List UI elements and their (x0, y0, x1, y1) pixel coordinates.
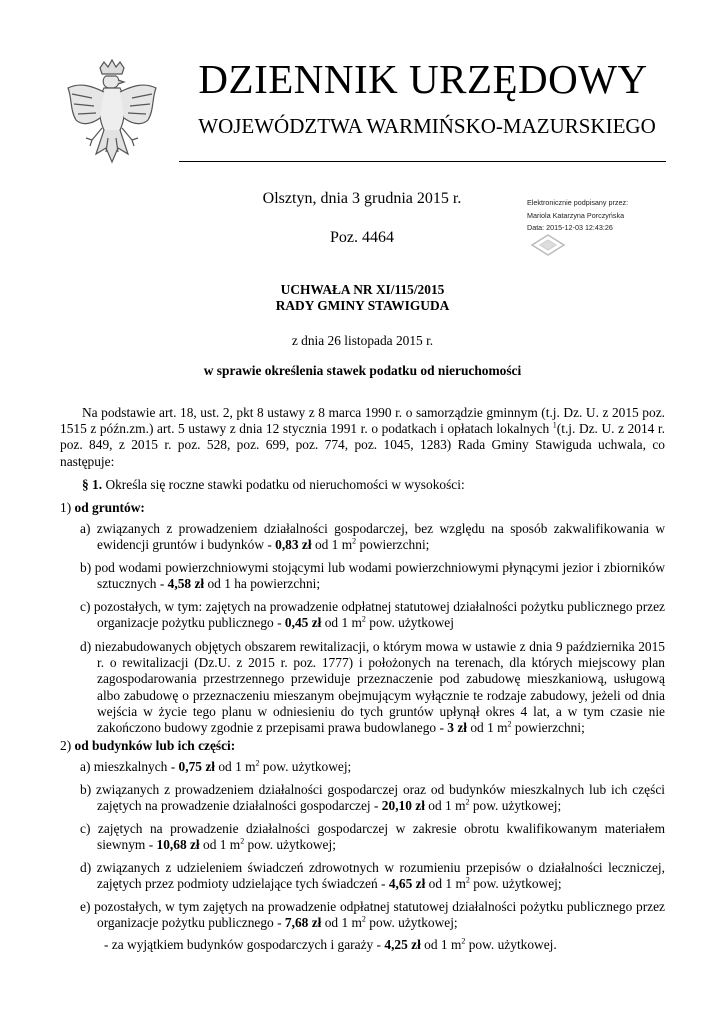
item-unit-exponent: 2 (240, 836, 245, 846)
item-rate: 0,83 zł (275, 537, 312, 553)
item-text: b) pod wodami powierzchniowymi stojącymi lub wodami powierzchniowymi płynącymi jezior i zbiorników sztucznych - (80, 560, 665, 592)
resolution-subject: w sprawie określenia stawek podatku od nieruchomości (203, 363, 522, 378)
item-rate: 3 zł (447, 720, 467, 736)
item-suffix: pow. użytkowej; (244, 837, 336, 853)
item-suffix: pow. użytkowej; (365, 915, 458, 931)
item-suffix: pow. użytkowej (365, 615, 454, 631)
resolution-number: UCHWAŁA NR XI/115/2015 (280, 282, 445, 297)
item-unit: od 1 m (467, 720, 508, 736)
item-unit: od 1 m (420, 937, 462, 952)
land-item-c (80, 599, 665, 631)
item-suffix: od 1 ha powierzchni; (204, 576, 321, 592)
part-1-heading (60, 500, 145, 516)
part-2-number: 2) (60, 738, 75, 753)
building-item-d (80, 860, 665, 892)
header-divider (179, 161, 666, 162)
item-text: c) pozostałych, w tym: zajętych na prowadzenie odpłatnej statutowej działalności pożytku publicznego przez organizacje pożytku publicznego - (80, 599, 665, 631)
item-text: a) mieszkalnych - (80, 759, 179, 774)
item-unit: od 1 m (214, 759, 256, 774)
item-unit-exponent: 2 (352, 536, 357, 546)
land-item-d (80, 639, 665, 736)
preamble-text-1: Na podstawie art. 18, ust. 2, pkt 8 ustawy z 8 marca 1990 r. o samorządzie gminnym (t.j. Dz. U. z 2015 poz. 1515 z późn.zm.) art. 5 ustawy z dnia 12 stycznia 1991 r. o podatkach i opłatach lokalnych (60, 405, 665, 437)
building-item-e (80, 899, 665, 931)
resolution-date: z dnia 26 listopada 2015 r. (291, 333, 434, 348)
item-unit: od 1 m (321, 915, 362, 931)
signature-signer: Mariola Katarzyna Porczyńska (527, 210, 625, 220)
item-text: d) związanych z udzieleniem świadczeń zdrowotnych w rozumieniu przepisów o działalności leczniczej, zajętych przez podmioty udzielające tych świadczeń - (80, 860, 665, 892)
building-item-b (80, 782, 665, 814)
item-unit: od 1 m (424, 798, 466, 814)
item-text: a) związanych z prowadzeniem działalności gospodarczej, bez względu na sposób zakwalifikowania w ewidencji gruntów i budynków - (80, 521, 665, 553)
item-unit: od 1 m (321, 615, 362, 631)
item-unit: od 1 m (311, 537, 353, 553)
item-rate: 20,10 zł (381, 798, 425, 814)
item-unit: od 1 m (199, 837, 241, 853)
signature-seal-icon (528, 232, 568, 258)
part-2-heading (60, 738, 235, 754)
item-rate: 4,58 zł (167, 576, 205, 592)
section-1-text: Określa się roczne stawki podatku od nieruchomości w wysokości: (102, 477, 465, 492)
eagle-emblem-icon (62, 58, 162, 173)
item-rate: 0,75 zł (178, 759, 215, 774)
item-rate: 0,45 zł (284, 615, 322, 631)
item-unit-exponent: 2 (461, 936, 466, 946)
gazette-title: DZIENNIK URZĘDOWY (198, 56, 648, 102)
part-1-number: 1) (60, 500, 75, 515)
position-number: Poz. 4464 (330, 229, 394, 246)
land-item-a (80, 521, 665, 553)
land-item-b (80, 560, 665, 592)
item-text: e) pozostałych, w tym zajętych na prowadzenie odpłatnej statutowej działalności pożytku publicznego przez organizacje pożytku publicznego - (80, 899, 665, 931)
preamble-paragraph (60, 405, 665, 470)
item-rate: 4,65 zł (388, 876, 426, 892)
gazette-subtitle: WOJEWÓDZTWA WARMIŃSKO-MAZURSKIEGO (198, 114, 656, 138)
item-suffix: powierzchni; (511, 720, 585, 736)
item-unit-exponent: 2 (361, 614, 366, 624)
item-suffix: pow. użytkowej; (469, 876, 562, 892)
item-text: - za wyjątkiem budynków gospodarczych i garaży - (104, 937, 385, 952)
item-rate: 4,25 zł (384, 937, 421, 952)
place-and-date: Olsztyn, dnia 3 grudnia 2015 r. (262, 190, 462, 207)
preamble-text-2: (t.j. Dz. U. z 2014 r. poz. 849, z 2015 r. poz. 528, poz. 699, poz. 774, poz. 1045, 1283) Rada Gminy Stawiguda uchwala, co następuje: (60, 421, 665, 469)
building-item-c (80, 821, 665, 853)
item-text: c) zajętych na prowadzenie działalności gospodarczej w zakresie obrotu kwalifikowanym materiałem siewnym - (80, 821, 665, 853)
resolution-title (60, 282, 665, 314)
item-text: b) związanych z prowadzeniem działalności gospodarczej oraz od budynków mieszkalnych lub ich części zajętych na prowadzenie działalności gospodarczej - (80, 782, 665, 814)
item-unit: od 1 m (425, 876, 466, 892)
item-rate: 7,68 zł (284, 915, 322, 931)
part-2-title: od budynków lub ich części: (74, 738, 236, 753)
item-unit-exponent: 2 (507, 719, 512, 729)
item-unit-exponent: 2 (465, 797, 470, 807)
item-suffix: powierzchni; (356, 537, 430, 553)
item-suffix: pow. użytkowej; (259, 759, 352, 774)
building-exception (104, 937, 557, 953)
item-unit-exponent: 2 (361, 914, 366, 924)
signature-date: Data: 2015-12-03 12:43:26 (527, 223, 613, 232)
footnote-marker: 1 (552, 420, 557, 430)
item-suffix: pow. użytkowej; (469, 798, 562, 814)
section-1-intro (82, 477, 465, 493)
resolution-council: RADY GMINY STAWIGUDA (275, 298, 450, 313)
item-suffix: pow. użytkowej. (465, 937, 557, 952)
section-1-label: § 1. (82, 477, 103, 492)
item-text: d) niezabudowanych objętych obszarem rewitalizacji, o którym mowa w ustawie z dnia 9 października 2015 r. o rewitalizacji (Dz.U. z 2015 r. poz. 1777) i położonych na terenach, dla których miejscowy plan zagospodarowania przestrzennego przewiduje przeznaczenie pod zabudowę mieszkaniową, usługową albo zabudowę o przeznaczeniu mieszanym obejmującym wyłącznie te rodzaje zabudowy, jeżeli od dnia wejścia w życie tego planu w odniesieniu do tych gruntów upłynął okres 4 lat, a w tym czasie nie zakończono budowy zgodnie z przepisami prawa budowlanego - (80, 639, 665, 736)
building-item-a (80, 759, 665, 775)
item-unit-exponent: 2 (255, 758, 260, 768)
part-1-title: od gruntów: (74, 500, 145, 515)
item-unit-exponent: 2 (465, 875, 470, 885)
electronic-signature (527, 197, 677, 235)
item-rate: 10,68 zł (156, 837, 200, 853)
signature-label: Elektronicznie podpisany przez: (527, 198, 629, 207)
